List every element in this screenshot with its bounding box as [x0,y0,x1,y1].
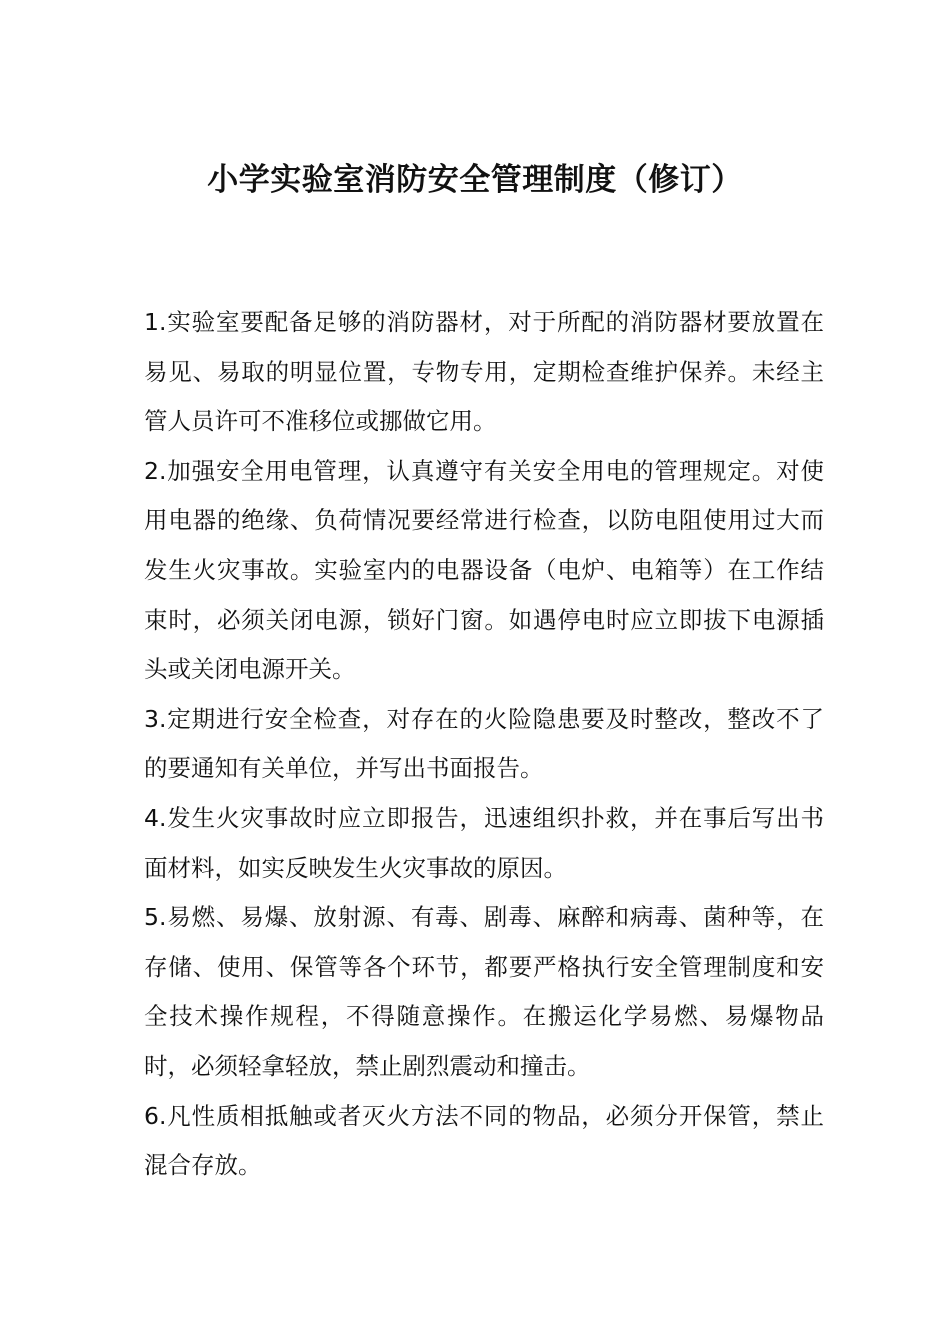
document-title: 小学实验室消防安全管理制度（修订） [207,162,743,198]
document-body [144,298,824,1191]
paragraph-6: 6.凡性质相抵触或者灭火方法不同的物品，必须分开保管，禁止混合存放。 [144,1101,824,1180]
paragraph-2: 2.加强安全用电管理，认真遵守有关安全用电的管理规定。对使用电器的绝缘、负荷情况要经常进行检查，以防电阻使用过大而发生火灾事故。实验室内的电器设备（电炉、电箱等）在工作结束时，必须关闭电源，锁好门窗。如遇停电时应立即拔下电源插头或关闭电源开关。 [144,456,824,684]
paragraph-1: 1.实验室要配备足够的消防器材，对于所配的消防器材要放置在易见、易取的明显位置，专物专用，定期检查维护保养。未经主管人员许可不准移位或挪做它用。 [144,308,824,436]
paragraph-5: 5.易燃、易爆、放射源、有毒、剧毒、麻醉和病毒、菌种等，在存储、使用、保管等各个环节，都要严格执行安全管理制度和安全技术操作规程，不得随意操作。在搬运化学易燃、易爆物品时，必须轻拿轻放，禁止剧烈震动和撞击。 [144,903,824,1080]
paragraph-4: 4.发生火灾事故时应立即报告，迅速组织扑救，并在事后写出书面材料，如实反映发生火灾事故的原因。 [144,803,824,882]
paragraph-3: 3.定期进行安全检查，对存在的火险隐患要及时整改，整改不了的要通知有关单位，并写出书面报告。 [144,704,824,783]
